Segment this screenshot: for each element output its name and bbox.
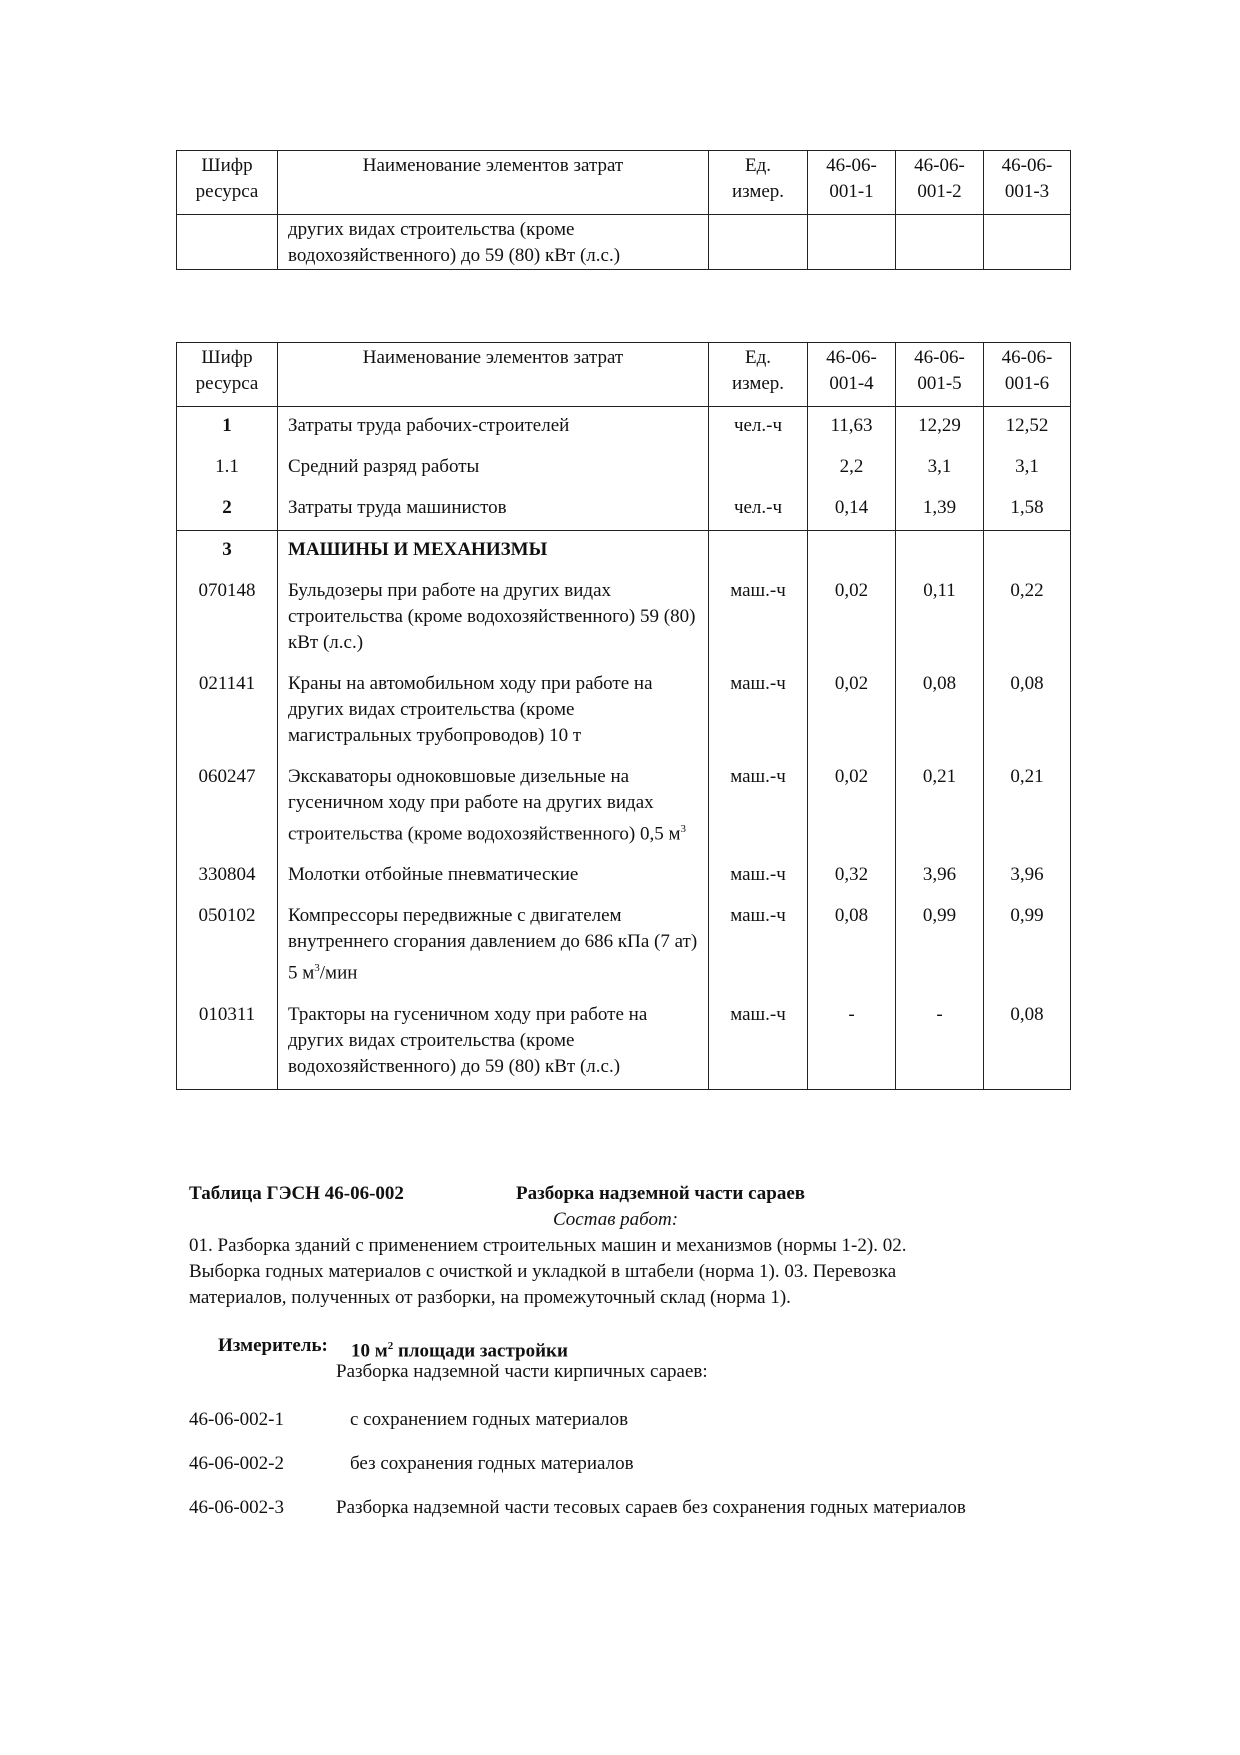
- row-value: 0,02: [808, 758, 896, 856]
- table-row: [177, 531, 1071, 573]
- composition-label: Состав работ:: [553, 1209, 679, 1230]
- row-name: Компрессоры передвижные с двигателем внутреннего сгорания давлением до 686 кПа (7 ат) 5 $м^3$/мин: [278, 897, 709, 995]
- table-row: [177, 215, 1071, 270]
- row-value: 2,2: [808, 448, 896, 489]
- table-row: [177, 665, 1071, 758]
- row-name: Краны на автомобильном ходу при работе на других видах строительства (кроме магистральных трубопроводов) 10 т: [278, 665, 709, 758]
- row-code: 010311: [177, 996, 278, 1090]
- row-value: [808, 531, 896, 573]
- row-value: 3,96: [896, 856, 984, 897]
- row-value: 0,99: [984, 897, 1071, 995]
- row-value: 1,39: [896, 489, 984, 531]
- row-code: 3: [177, 531, 278, 573]
- header-col-5: 46-06-001-5: [896, 343, 984, 407]
- row-name: Затраты труда рабочих-строителей: [278, 407, 709, 449]
- table-row: [177, 856, 1071, 897]
- row-value: 0,14: [808, 489, 896, 531]
- row-value: 0,02: [808, 572, 896, 665]
- table-label: Таблица ГЭСН 46-06-002: [189, 1183, 404, 1204]
- row-code: 060247: [177, 758, 278, 856]
- row-unit: [709, 448, 808, 489]
- row-value: 0,11: [896, 572, 984, 665]
- table-header-row: [177, 151, 1071, 215]
- header-col-3: 46-06-001-3: [984, 151, 1071, 215]
- row-value: 0,08: [808, 897, 896, 995]
- row-unit: маш.-ч: [709, 572, 808, 665]
- table-row: [177, 897, 1071, 995]
- header-col-4: 46-06-001-4: [808, 343, 896, 407]
- composition-line: материалов, полученных от разборки, на промежуточный склад (норма 1).: [189, 1287, 791, 1308]
- row-value: -: [896, 996, 984, 1090]
- item-text: без сохранения годных материалов: [350, 1453, 634, 1474]
- header-code: Шифр ресурса: [177, 343, 278, 407]
- row-value: 0,21: [896, 758, 984, 856]
- row-value: 0,21: [984, 758, 1071, 856]
- header-code: Шифр ресурса: [177, 151, 278, 215]
- meter-label: Измеритель:: [218, 1335, 328, 1356]
- continuation-text: других видах строительства (кроме водохозяйственного) до 59 (80) кВт (л.с.): [278, 215, 709, 270]
- row-unit: маш.-ч: [709, 758, 808, 856]
- row-name: Бульдозеры при работе на других видах строительства (кроме водохозяйственного) 59 (80) кВт (л.с.): [278, 572, 709, 665]
- item-code: 46-06-002-3: [189, 1497, 284, 1518]
- table-header-row: [177, 343, 1071, 407]
- row-unit: маш.-ч: [709, 856, 808, 897]
- row-name: Средний разряд работы: [278, 448, 709, 489]
- table-row: [177, 448, 1071, 489]
- header-name: Наименование элементов затрат: [278, 151, 709, 215]
- table-title: Разборка надземной части сараев: [516, 1183, 806, 1204]
- header-name: Наименование элементов затрат: [278, 343, 709, 407]
- row-value: 3,96: [984, 856, 1071, 897]
- resource-table-1: [176, 150, 1071, 270]
- row-value: [984, 531, 1071, 573]
- row-value: 3,1: [896, 448, 984, 489]
- item-code: 46-06-002-2: [189, 1453, 284, 1474]
- row-code: 2: [177, 489, 278, 531]
- row-value: 1,58: [984, 489, 1071, 531]
- row-value: 0,08: [984, 996, 1071, 1090]
- row-code: 1: [177, 407, 278, 449]
- row-name: Экскаваторы одноковшовые дизельные на гусеничном ходу при работе на других видах строительства (кроме водохозяйственного) 0,5 $м^3$: [278, 758, 709, 856]
- table-row: [177, 489, 1071, 531]
- row-name: Молотки отбойные пневматические: [278, 856, 709, 897]
- row-value: [896, 531, 984, 573]
- row-name: МАШИНЫ И МЕХАНИЗМЫ: [278, 531, 709, 573]
- table-row: [177, 758, 1071, 856]
- row-code: 1.1: [177, 448, 278, 489]
- item-text: Разборка надземной части тесовых сараев без сохранения годных материалов: [336, 1497, 966, 1518]
- row-value: 3,1: [984, 448, 1071, 489]
- row-value: 12,52: [984, 407, 1071, 449]
- table-row: [177, 407, 1071, 449]
- row-unit: чел.-ч: [709, 407, 808, 449]
- row-value: 0,99: [896, 897, 984, 995]
- resource-table-2: [176, 342, 1071, 1090]
- header-col-2: 46-06-001-2: [896, 151, 984, 215]
- item-text: с сохранением годных материалов: [350, 1409, 629, 1430]
- row-unit: маш.-ч: [709, 665, 808, 758]
- header-unit: Ед. измер.: [709, 151, 808, 215]
- row-name: Затраты труда машинистов: [278, 489, 709, 531]
- header-unit: Ед. измер.: [709, 343, 808, 407]
- meter-value: 10 $м^2$ площади застройки: [351, 1340, 568, 1362]
- row-value: 11,63: [808, 407, 896, 449]
- table-row: [177, 572, 1071, 665]
- row-value: 0,22: [984, 572, 1071, 665]
- table-row: [177, 996, 1071, 1090]
- row-unit: чел.-ч: [709, 489, 808, 531]
- row-unit: маш.-ч: [709, 897, 808, 995]
- row-code: 050102: [177, 897, 278, 995]
- header-col-6: 46-06-001-6: [984, 343, 1071, 407]
- subtitle: Разборка надземной части кирпичных сараев:: [336, 1361, 708, 1382]
- row-value: 0,08: [984, 665, 1071, 758]
- header-col-1: 46-06-001-1: [808, 151, 896, 215]
- composition-line: Выборка годных материалов с очисткой и укладкой в штабели (норма 1). 03. Перевозка: [189, 1261, 897, 1282]
- composition-line: 01. Разборка зданий с применением строительных машин и механизмов (нормы 1-2). 02.: [189, 1235, 907, 1256]
- row-code: 021141: [177, 665, 278, 758]
- row-value: 0,32: [808, 856, 896, 897]
- row-value: 0,02: [808, 665, 896, 758]
- row-code: 070148: [177, 572, 278, 665]
- row-value: 0,08: [896, 665, 984, 758]
- row-value: 12,29: [896, 407, 984, 449]
- row-name: Тракторы на гусеничном ходу при работе на других видах строительства (кроме водохозяйственного) до 59 (80) кВт (л.с.): [278, 996, 709, 1090]
- row-value: -: [808, 996, 896, 1090]
- row-code: 330804: [177, 856, 278, 897]
- row-unit: маш.-ч: [709, 996, 808, 1090]
- item-code: 46-06-002-1: [189, 1409, 284, 1430]
- row-unit: [709, 531, 808, 573]
